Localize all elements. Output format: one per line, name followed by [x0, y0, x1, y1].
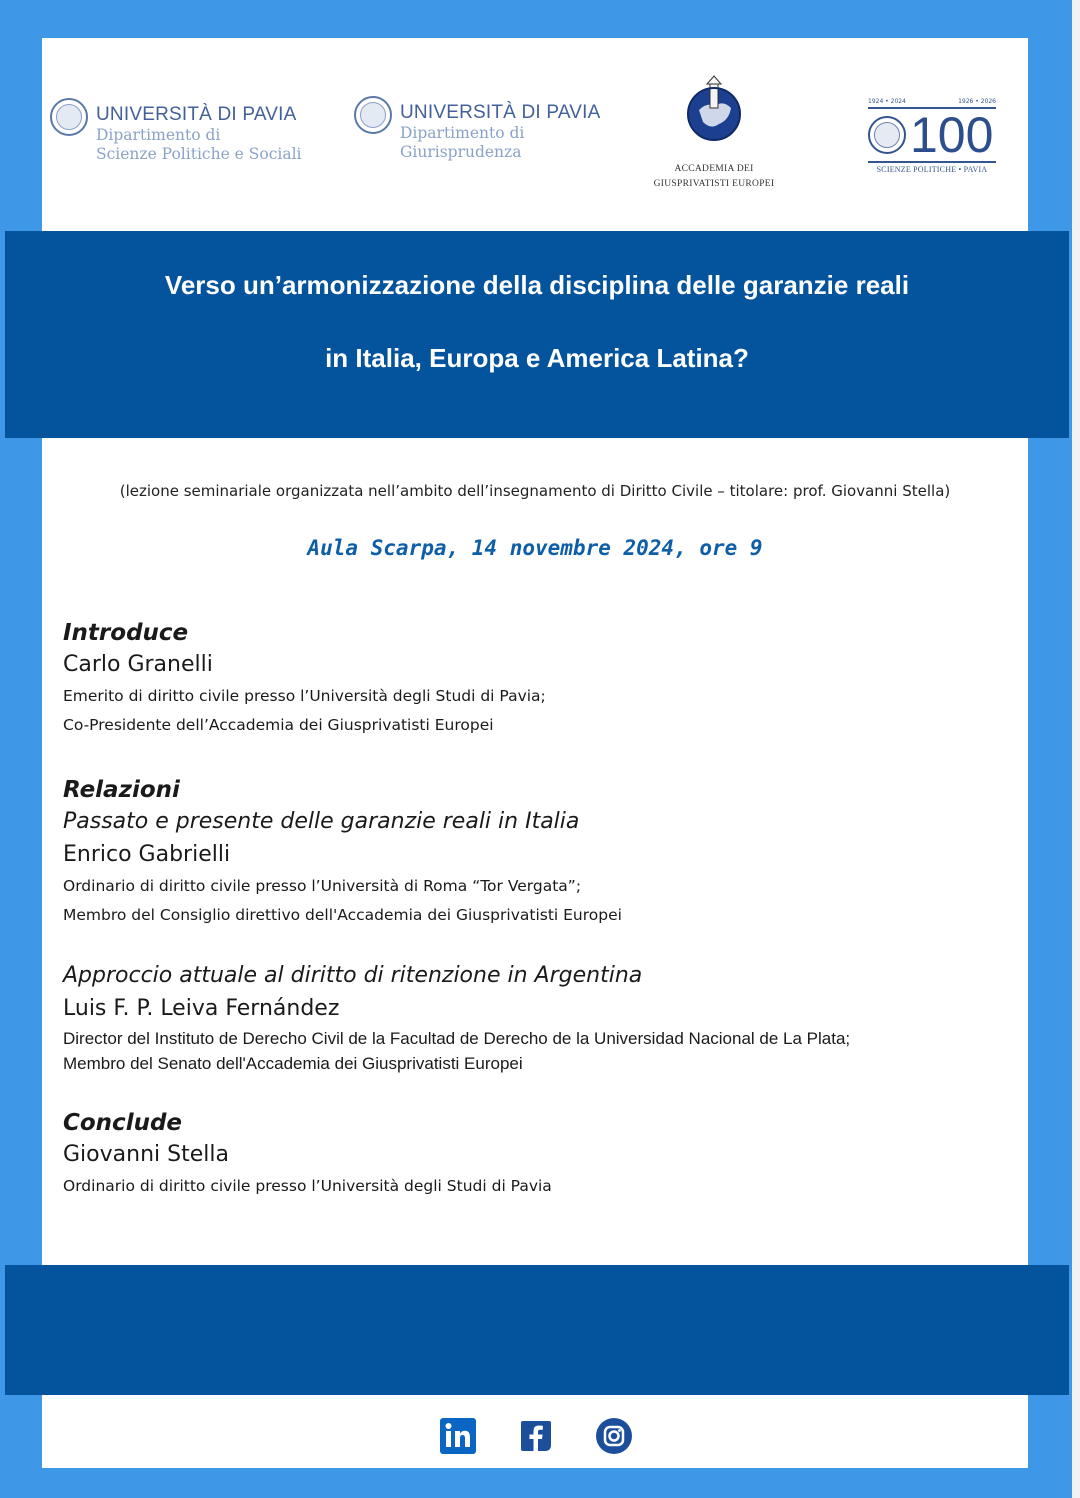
talk-1-person: Enrico Gabrielli: [63, 842, 231, 867]
facebook-icon[interactable]: [517, 1417, 555, 1455]
centenary-number: 100: [910, 107, 994, 163]
event-title-line2: in Italia, Europa e America Latina?: [325, 343, 749, 373]
logo-uni-name: UNIVERSITÀ DI PAVIA: [400, 102, 601, 123]
linkedin-icon[interactable]: [439, 1417, 477, 1455]
logo-dept-line1: Dipartimento di: [400, 124, 525, 142]
introduce-role-1: Emerito di diritto civile presso l’Università degli Studi di Pavia;: [63, 687, 546, 705]
talk-2-person: Luis F. P. Leiva Fernández: [63, 996, 340, 1021]
relazioni-heading: Relazioni: [63, 777, 180, 803]
accademia-line1: ACCADEMIA DEI: [674, 164, 754, 174]
university-seal-icon: [50, 98, 88, 136]
centenary-subtitle: SCIENZE POLITICHE • PAVIA: [876, 165, 988, 174]
logo-dept-line1: Dipartimento di: [96, 126, 221, 144]
talk-1-role-1: Ordinario di diritto civile presso l’Università di Roma “Tor Vergata”;: [63, 877, 582, 895]
logo-uni-scienze-politiche: [50, 96, 302, 164]
introduce-person: Carlo Granelli: [63, 652, 213, 677]
social-links: [439, 1417, 673, 1455]
introduce-heading: Introduce: [63, 620, 189, 646]
footer-band: [5, 1265, 1069, 1395]
event-title-line1: Verso un’armonizzazione della disciplina delle garanzie reali: [164, 270, 910, 300]
logo-accademia: [630, 74, 798, 192]
conclude-heading: Conclude: [63, 1110, 183, 1136]
centenary-years-left: 1924 • 2024: [868, 98, 906, 105]
program: [63, 618, 1003, 1201]
instagram-icon[interactable]: [595, 1417, 633, 1455]
centenary-seal-icon: [868, 116, 906, 154]
talk-1-title: Passato e presente delle garanzie reali in Italia: [63, 809, 580, 834]
edge-strip: [1072, 0, 1080, 1498]
talk-2-role-1: Director del Instituto de Derecho Civil de la Facultad de Derecho de la Universidad Nacional de La Plata;: [63, 1029, 851, 1048]
event-date: Aula Scarpa, 14 novembre 2024, ore 9: [307, 536, 763, 560]
conclude-role-1: Ordinario di diritto civile presso l’Università degli Studi di Pavia: [63, 1177, 552, 1195]
talk-1-role-2: Membro del Consiglio direttivo dell'Accademia dei Giusprivatisti Europei: [63, 906, 622, 924]
centenary-years-right: 1926 • 2026: [958, 98, 996, 105]
logo-dept-line2: Scienze Politiche e Sociali: [96, 145, 302, 163]
introduce-role-2: Co-Presidente dell’Accademia dei Giusprivatisti Europei: [63, 716, 494, 734]
logo-dept-line2: Giurisprudenza: [400, 143, 522, 161]
conclude-person: Giovanni Stella: [63, 1142, 229, 1167]
logo-uni-name: UNIVERSITÀ DI PAVIA: [96, 104, 297, 125]
seminar-note: (lezione seminariale organizzata nell’ambito dell’insegnamento di Diritto Civile – titolare: prof. Giovanni Stella): [119, 482, 951, 500]
talk-2-role-2: Membro del Senato dell'Accademia dei Giusprivatisti Europei: [63, 1054, 523, 1073]
accademia-line2: GIUSPRIVATISTI EUROPEI: [653, 179, 775, 189]
university-seal-icon: [354, 96, 392, 134]
logo-row: [42, 38, 1028, 231]
accademia-emblem-icon: [685, 74, 743, 142]
talk-2-title: Approccio attuale al diritto di ritenzione in Argentina: [63, 963, 643, 988]
title-band: [5, 231, 1069, 438]
logo-uni-giurisprudenza: [354, 94, 601, 162]
logo-centenary: [868, 98, 996, 174]
